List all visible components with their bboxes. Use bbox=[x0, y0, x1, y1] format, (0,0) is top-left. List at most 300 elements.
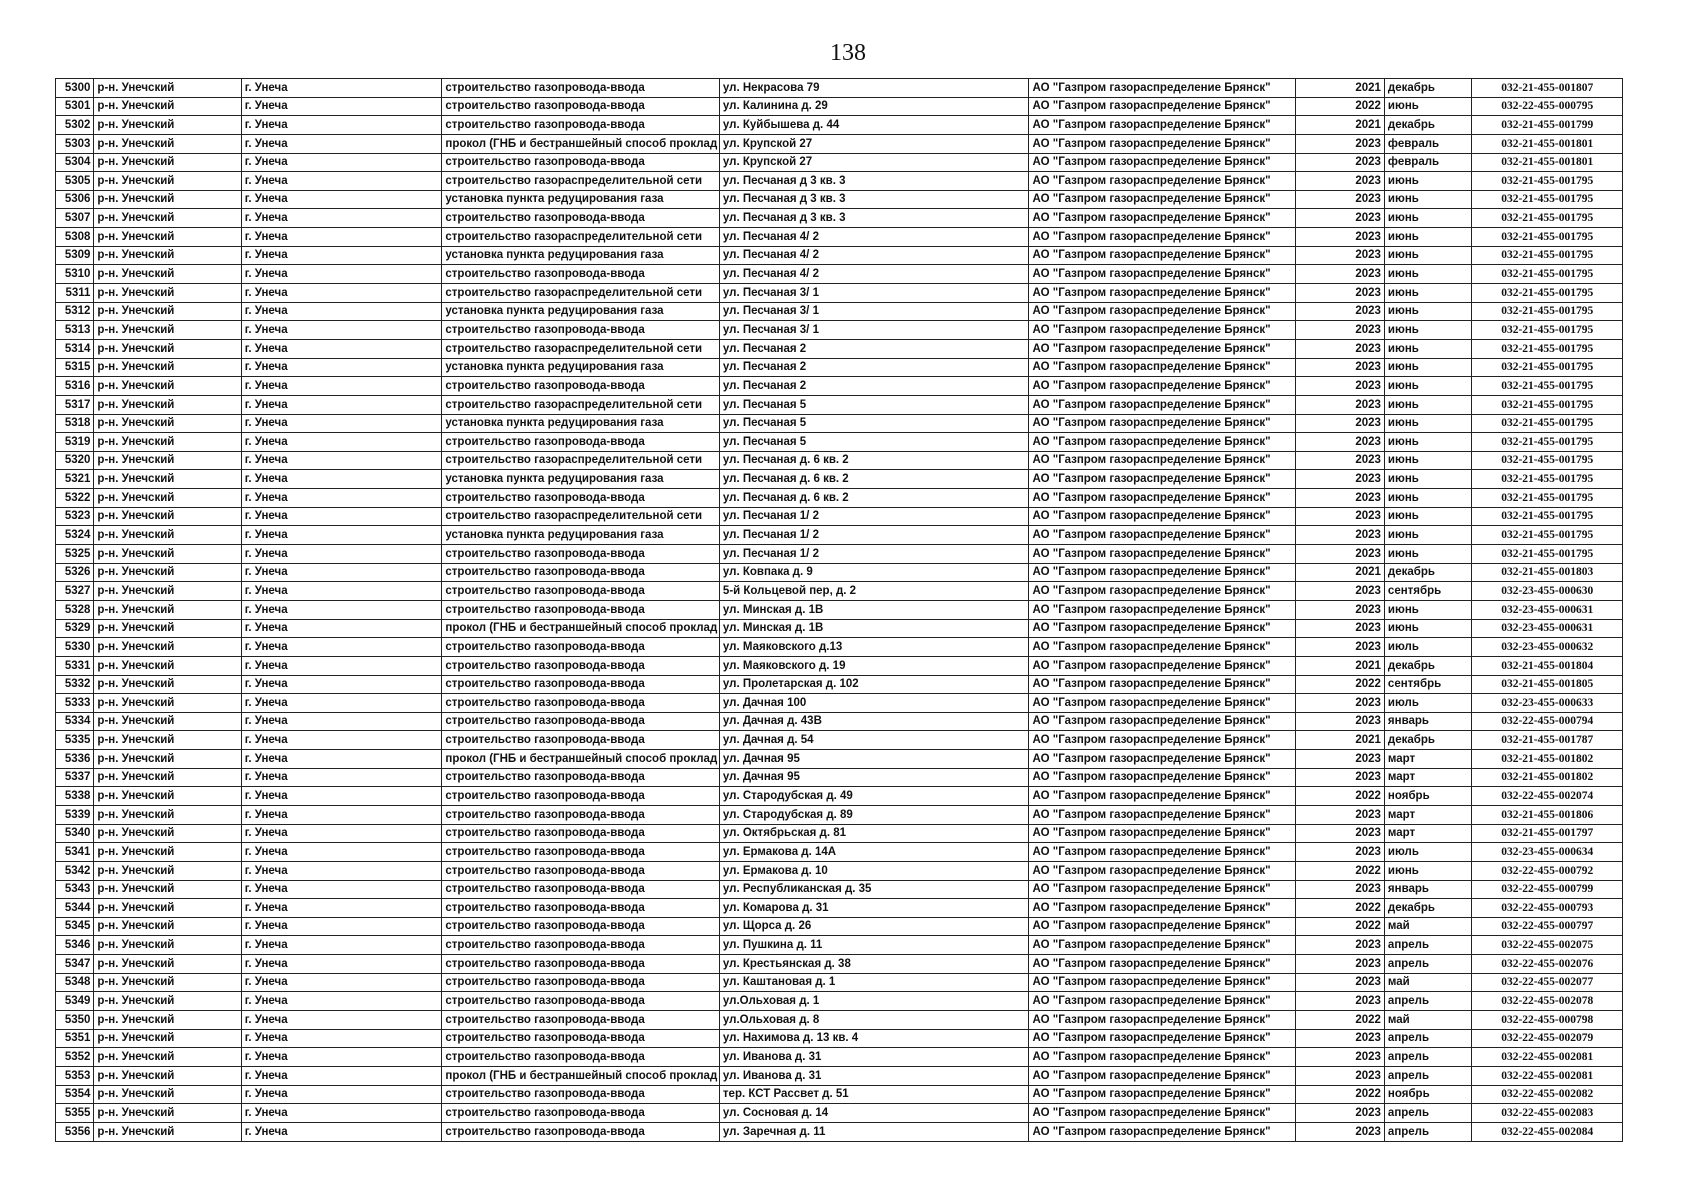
code-cell: 032-21-455-001795 bbox=[1472, 433, 1623, 452]
month-cell: декабрь bbox=[1384, 116, 1472, 135]
year-cell: 2023 bbox=[1296, 414, 1385, 433]
table-row bbox=[56, 899, 1623, 918]
table-row bbox=[56, 1104, 1623, 1123]
district-cell: р-н. Унечский bbox=[94, 339, 241, 358]
row-number: 5349 bbox=[56, 992, 94, 1011]
district-cell: р-н. Унечский bbox=[94, 992, 241, 1011]
town-cell: г. Унеча bbox=[241, 1122, 442, 1141]
code-cell: 032-21-455-001795 bbox=[1472, 470, 1623, 489]
table-row bbox=[56, 1029, 1623, 1048]
district-cell: р-н. Унечский bbox=[94, 134, 241, 153]
address-cell: 5-й Кольцевой пер, д. 2 bbox=[719, 582, 1029, 601]
row-number: 5307 bbox=[56, 209, 94, 228]
town-cell: г. Унеча bbox=[241, 843, 442, 862]
year-cell: 2021 bbox=[1296, 563, 1385, 582]
month-cell: июнь bbox=[1384, 470, 1472, 489]
year-cell: 2023 bbox=[1296, 750, 1385, 769]
row-number: 5338 bbox=[56, 787, 94, 806]
address-cell: ул. Песчаная 5 bbox=[719, 433, 1029, 452]
code-cell: 032-21-455-001801 bbox=[1472, 134, 1623, 153]
work-type-cell: строительство газопровода-ввода bbox=[442, 1011, 720, 1030]
town-cell: г. Унеча bbox=[241, 228, 442, 247]
year-cell: 2023 bbox=[1296, 973, 1385, 992]
work-type-cell: строительство газопровода-ввода bbox=[442, 563, 720, 582]
district-cell: р-н. Унечский bbox=[94, 955, 241, 974]
address-cell: ул. Песчаная 4/ 2 bbox=[719, 228, 1029, 247]
month-cell: апрель bbox=[1384, 1104, 1472, 1123]
table-row bbox=[56, 1085, 1623, 1104]
code-cell: 032-22-455-000795 bbox=[1472, 97, 1623, 116]
code-cell: 032-21-455-001795 bbox=[1472, 451, 1623, 470]
month-cell: январь bbox=[1384, 712, 1472, 731]
month-cell: июль bbox=[1384, 694, 1472, 713]
district-cell: р-н. Унечский bbox=[94, 768, 241, 787]
address-cell: ул. Песчаная д. 6 кв. 2 bbox=[719, 451, 1029, 470]
year-cell: 2023 bbox=[1296, 302, 1385, 321]
month-cell: июнь bbox=[1384, 228, 1472, 247]
organization-cell: АО "Газпром газораспределение Брянск" bbox=[1029, 731, 1296, 750]
organization-cell: АО "Газпром газораспределение Брянск" bbox=[1029, 116, 1296, 135]
organization-cell: АО "Газпром газораспределение Брянск" bbox=[1029, 1066, 1296, 1085]
month-cell: июнь bbox=[1384, 619, 1472, 638]
month-cell: февраль bbox=[1384, 134, 1472, 153]
month-cell: март bbox=[1384, 805, 1472, 824]
work-type-cell: строительство газопровода-ввода bbox=[442, 97, 720, 116]
month-cell: февраль bbox=[1384, 153, 1472, 172]
year-cell: 2022 bbox=[1296, 787, 1385, 806]
town-cell: г. Унеча bbox=[241, 1066, 442, 1085]
year-cell: 2023 bbox=[1296, 246, 1385, 265]
work-type-cell: строительство газораспределительной сети bbox=[442, 451, 720, 470]
organization-cell: АО "Газпром газораспределение Брянск" bbox=[1029, 917, 1296, 936]
district-cell: р-н. Унечский bbox=[94, 936, 241, 955]
district-cell: р-н. Унечский bbox=[94, 1085, 241, 1104]
address-cell: ул.Ольховая д. 1 bbox=[719, 992, 1029, 1011]
address-cell: ул. Куйбышева д. 44 bbox=[719, 116, 1029, 135]
organization-cell: АО "Газпром газораспределение Брянск" bbox=[1029, 451, 1296, 470]
table-row bbox=[56, 97, 1623, 116]
town-cell: г. Унеча bbox=[241, 824, 442, 843]
code-cell: 032-22-455-000793 bbox=[1472, 899, 1623, 918]
code-cell: 032-22-455-002079 bbox=[1472, 1029, 1623, 1048]
district-cell: р-н. Унечский bbox=[94, 563, 241, 582]
code-cell: 032-22-455-000794 bbox=[1472, 712, 1623, 731]
table-row bbox=[56, 694, 1623, 713]
work-type-cell: строительство газопровода-ввода bbox=[442, 973, 720, 992]
town-cell: г. Унеча bbox=[241, 451, 442, 470]
year-cell: 2023 bbox=[1296, 265, 1385, 284]
month-cell: июнь bbox=[1384, 172, 1472, 191]
organization-cell: АО "Газпром газораспределение Брянск" bbox=[1029, 1085, 1296, 1104]
town-cell: г. Унеча bbox=[241, 731, 442, 750]
district-cell: р-н. Унечский bbox=[94, 731, 241, 750]
month-cell: июнь bbox=[1384, 209, 1472, 228]
town-cell: г. Унеча bbox=[241, 302, 442, 321]
town-cell: г. Унеча bbox=[241, 880, 442, 899]
district-cell: р-н. Унечский bbox=[94, 284, 241, 303]
district-cell: р-н. Унечский bbox=[94, 395, 241, 414]
work-type-cell: строительство газопровода-ввода bbox=[442, 936, 720, 955]
year-cell: 2023 bbox=[1296, 470, 1385, 489]
work-type-cell: строительство газораспределительной сети bbox=[442, 228, 720, 247]
work-type-cell: строительство газопровода-ввода bbox=[442, 1085, 720, 1104]
table-row bbox=[56, 861, 1623, 880]
district-cell: р-н. Унечский bbox=[94, 414, 241, 433]
row-number: 5312 bbox=[56, 302, 94, 321]
row-number: 5311 bbox=[56, 284, 94, 303]
code-cell: 032-21-455-001805 bbox=[1472, 675, 1623, 694]
table-row bbox=[56, 1122, 1623, 1141]
table-row bbox=[56, 395, 1623, 414]
district-cell: р-н. Унечский bbox=[94, 1048, 241, 1067]
year-cell: 2023 bbox=[1296, 955, 1385, 974]
row-number: 5350 bbox=[56, 1011, 94, 1030]
year-cell: 2022 bbox=[1296, 97, 1385, 116]
row-number: 5356 bbox=[56, 1122, 94, 1141]
row-number: 5310 bbox=[56, 265, 94, 284]
address-cell: ул. Песчаная д. 6 кв. 2 bbox=[719, 489, 1029, 508]
table-row bbox=[56, 284, 1623, 303]
town-cell: г. Унеча bbox=[241, 1029, 442, 1048]
month-cell: июнь bbox=[1384, 861, 1472, 880]
address-cell: ул. Песчаная 1/ 2 bbox=[719, 526, 1029, 545]
table-row bbox=[56, 433, 1623, 452]
row-number: 5328 bbox=[56, 600, 94, 619]
address-cell: ул. Песчаная 2 bbox=[719, 358, 1029, 377]
code-cell: 032-23-455-000633 bbox=[1472, 694, 1623, 713]
year-cell: 2022 bbox=[1296, 1011, 1385, 1030]
address-cell: ул. Октябрьская д. 81 bbox=[719, 824, 1029, 843]
year-cell: 2022 bbox=[1296, 917, 1385, 936]
row-number: 5354 bbox=[56, 1085, 94, 1104]
town-cell: г. Унеча bbox=[241, 1011, 442, 1030]
table-row bbox=[56, 321, 1623, 340]
address-cell: ул. Калинина д. 29 bbox=[719, 97, 1029, 116]
organization-cell: АО "Газпром газораспределение Брянск" bbox=[1029, 246, 1296, 265]
work-type-cell: строительство газопровода-ввода bbox=[442, 1029, 720, 1048]
month-cell: июнь bbox=[1384, 545, 1472, 564]
district-cell: р-н. Унечский bbox=[94, 712, 241, 731]
work-type-cell: строительство газопровода-ввода bbox=[442, 805, 720, 824]
month-cell: июнь bbox=[1384, 433, 1472, 452]
year-cell: 2023 bbox=[1296, 712, 1385, 731]
code-cell: 032-21-455-001795 bbox=[1472, 339, 1623, 358]
table-row bbox=[56, 563, 1623, 582]
year-cell: 2023 bbox=[1296, 992, 1385, 1011]
year-cell: 2022 bbox=[1296, 675, 1385, 694]
row-number: 5302 bbox=[56, 116, 94, 135]
row-number: 5341 bbox=[56, 843, 94, 862]
district-cell: р-н. Унечский bbox=[94, 172, 241, 191]
month-cell: июнь bbox=[1384, 414, 1472, 433]
work-type-cell: строительство газопровода-ввода bbox=[442, 861, 720, 880]
table-row bbox=[56, 358, 1623, 377]
year-cell: 2023 bbox=[1296, 582, 1385, 601]
row-number: 5326 bbox=[56, 563, 94, 582]
table-row bbox=[56, 824, 1623, 843]
address-cell: ул. Иванова д. 31 bbox=[719, 1048, 1029, 1067]
code-cell: 032-21-455-001795 bbox=[1472, 358, 1623, 377]
month-cell: сентябрь bbox=[1384, 675, 1472, 694]
address-cell: ул. Песчаная д. 6 кв. 2 bbox=[719, 470, 1029, 489]
address-cell: ул. Ковпака д. 9 bbox=[719, 563, 1029, 582]
table-row bbox=[56, 992, 1623, 1011]
town-cell: г. Унеча bbox=[241, 209, 442, 228]
code-cell: 032-23-455-000634 bbox=[1472, 843, 1623, 862]
address-cell: ул. Стародубская д. 49 bbox=[719, 787, 1029, 806]
row-number: 5306 bbox=[56, 190, 94, 209]
district-cell: р-н. Унечский bbox=[94, 302, 241, 321]
month-cell: июнь bbox=[1384, 489, 1472, 508]
work-type-cell: прокол (ГНБ и бестраншейный способ проклад bbox=[442, 134, 720, 153]
organization-cell: АО "Газпром газораспределение Брянск" bbox=[1029, 545, 1296, 564]
row-number: 5314 bbox=[56, 339, 94, 358]
row-number: 5330 bbox=[56, 638, 94, 657]
month-cell: апрель bbox=[1384, 992, 1472, 1011]
year-cell: 2022 bbox=[1296, 861, 1385, 880]
organization-cell: АО "Газпром газораспределение Брянск" bbox=[1029, 973, 1296, 992]
address-cell: ул. Пролетарская д. 102 bbox=[719, 675, 1029, 694]
address-cell: ул. Минская д. 1В bbox=[719, 600, 1029, 619]
month-cell: июнь bbox=[1384, 302, 1472, 321]
address-cell: ул. Песчаная 4/ 2 bbox=[719, 265, 1029, 284]
table-row bbox=[56, 843, 1623, 862]
year-cell: 2023 bbox=[1296, 358, 1385, 377]
district-cell: р-н. Унечский bbox=[94, 805, 241, 824]
district-cell: р-н. Унечский bbox=[94, 433, 241, 452]
organization-cell: АО "Газпром газораспределение Брянск" bbox=[1029, 526, 1296, 545]
table-row bbox=[56, 880, 1623, 899]
code-cell: 032-22-455-002076 bbox=[1472, 955, 1623, 974]
town-cell: г. Унеча bbox=[241, 134, 442, 153]
address-cell: ул. Песчаная 2 bbox=[719, 339, 1029, 358]
district-cell: р-н. Унечский bbox=[94, 507, 241, 526]
month-cell: сентябрь bbox=[1384, 582, 1472, 601]
work-type-cell: строительство газопровода-ввода bbox=[442, 656, 720, 675]
town-cell: г. Унеча bbox=[241, 433, 442, 452]
row-number: 5336 bbox=[56, 750, 94, 769]
address-cell: ул. Сосновая д. 14 bbox=[719, 1104, 1029, 1123]
row-number: 5323 bbox=[56, 507, 94, 526]
code-cell: 032-21-455-001795 bbox=[1472, 507, 1623, 526]
work-type-cell: установка пункта редуцирования газа bbox=[442, 358, 720, 377]
district-cell: р-н. Унечский bbox=[94, 190, 241, 209]
table-row bbox=[56, 507, 1623, 526]
month-cell: апрель bbox=[1384, 1122, 1472, 1141]
town-cell: г. Унеча bbox=[241, 600, 442, 619]
table-row bbox=[56, 470, 1623, 489]
month-cell: апрель bbox=[1384, 955, 1472, 974]
address-cell: ул. Дачная 95 bbox=[719, 750, 1029, 769]
town-cell: г. Унеча bbox=[241, 917, 442, 936]
month-cell: декабрь bbox=[1384, 731, 1472, 750]
address-cell: ул. Дачная 95 bbox=[719, 768, 1029, 787]
table-row bbox=[56, 750, 1623, 769]
month-cell: май bbox=[1384, 973, 1472, 992]
work-type-cell: строительство газопровода-ввода bbox=[442, 489, 720, 508]
month-cell: июнь bbox=[1384, 284, 1472, 303]
code-cell: 032-22-455-000798 bbox=[1472, 1011, 1623, 1030]
work-type-cell: строительство газопровода-ввода bbox=[442, 600, 720, 619]
year-cell: 2023 bbox=[1296, 1048, 1385, 1067]
address-cell: ул. Некрасова 79 bbox=[719, 79, 1029, 98]
address-cell: ул. Ермакова д. 14А bbox=[719, 843, 1029, 862]
town-cell: г. Унеча bbox=[241, 1048, 442, 1067]
year-cell: 2023 bbox=[1296, 190, 1385, 209]
organization-cell: АО "Газпром газораспределение Брянск" bbox=[1029, 265, 1296, 284]
district-cell: р-н. Унечский bbox=[94, 1029, 241, 1048]
year-cell: 2023 bbox=[1296, 1122, 1385, 1141]
month-cell: апрель bbox=[1384, 1048, 1472, 1067]
work-type-cell: строительство газопровода-ввода bbox=[442, 153, 720, 172]
work-type-cell: строительство газопровода-ввода bbox=[442, 843, 720, 862]
district-cell: р-н. Унечский bbox=[94, 489, 241, 508]
row-number: 5337 bbox=[56, 768, 94, 787]
work-type-cell: строительство газопровода-ввода bbox=[442, 880, 720, 899]
organization-cell: АО "Газпром газораспределение Брянск" bbox=[1029, 209, 1296, 228]
year-cell: 2023 bbox=[1296, 153, 1385, 172]
address-cell: тер. КСТ Рассвет д. 51 bbox=[719, 1085, 1029, 1104]
year-cell: 2023 bbox=[1296, 451, 1385, 470]
town-cell: г. Унеча bbox=[241, 284, 442, 303]
address-cell: ул. Песчаная 5 bbox=[719, 414, 1029, 433]
code-cell: 032-23-455-000630 bbox=[1472, 582, 1623, 601]
organization-cell: АО "Газпром газораспределение Брянск" bbox=[1029, 190, 1296, 209]
district-cell: р-н. Унечский bbox=[94, 600, 241, 619]
work-type-cell: строительство газопровода-ввода bbox=[442, 992, 720, 1011]
month-cell: апрель bbox=[1384, 936, 1472, 955]
table-row bbox=[56, 973, 1623, 992]
work-type-cell: строительство газопровода-ввода bbox=[442, 433, 720, 452]
town-cell: г. Унеча bbox=[241, 619, 442, 638]
code-cell: 032-21-455-001787 bbox=[1472, 731, 1623, 750]
work-type-cell: строительство газопровода-ввода bbox=[442, 116, 720, 135]
address-cell: ул. Пушкина д. 11 bbox=[719, 936, 1029, 955]
district-cell: р-н. Унечский bbox=[94, 265, 241, 284]
district-cell: р-н. Унечский bbox=[94, 228, 241, 247]
table-row bbox=[56, 955, 1623, 974]
organization-cell: АО "Газпром газораспределение Брянск" bbox=[1029, 675, 1296, 694]
town-cell: г. Унеча bbox=[241, 172, 442, 191]
district-cell: р-н. Унечский bbox=[94, 973, 241, 992]
organization-cell: АО "Газпром газораспределение Брянск" bbox=[1029, 805, 1296, 824]
code-cell: 032-21-455-001806 bbox=[1472, 805, 1623, 824]
code-cell: 032-22-455-002074 bbox=[1472, 787, 1623, 806]
code-cell: 032-21-455-001795 bbox=[1472, 228, 1623, 247]
year-cell: 2023 bbox=[1296, 228, 1385, 247]
table-row bbox=[56, 600, 1623, 619]
code-cell: 032-21-455-001795 bbox=[1472, 489, 1623, 508]
address-cell: ул. Песчаная 1/ 2 bbox=[719, 545, 1029, 564]
town-cell: г. Унеча bbox=[241, 470, 442, 489]
town-cell: г. Унеча bbox=[241, 973, 442, 992]
work-type-cell: строительство газопровода-ввода bbox=[442, 582, 720, 601]
organization-cell: АО "Газпром газораспределение Брянск" bbox=[1029, 377, 1296, 396]
work-type-cell: строительство газопровода-ввода bbox=[442, 731, 720, 750]
organization-cell: АО "Газпром газораспределение Брянск" bbox=[1029, 619, 1296, 638]
table-row bbox=[56, 1011, 1623, 1030]
year-cell: 2023 bbox=[1296, 284, 1385, 303]
code-cell: 032-21-455-001799 bbox=[1472, 116, 1623, 135]
district-cell: р-н. Унечский bbox=[94, 451, 241, 470]
town-cell: г. Унеча bbox=[241, 936, 442, 955]
table-row bbox=[56, 805, 1623, 824]
month-cell: июль bbox=[1384, 638, 1472, 657]
district-cell: р-н. Унечский bbox=[94, 153, 241, 172]
town-cell: г. Унеча bbox=[241, 955, 442, 974]
row-number: 5317 bbox=[56, 395, 94, 414]
district-cell: р-н. Унечский bbox=[94, 246, 241, 265]
code-cell: 032-21-455-001807 bbox=[1472, 79, 1623, 98]
district-cell: р-н. Унечский bbox=[94, 861, 241, 880]
row-number: 5353 bbox=[56, 1066, 94, 1085]
town-cell: г. Унеча bbox=[241, 339, 442, 358]
year-cell: 2023 bbox=[1296, 395, 1385, 414]
address-cell: ул. Дачная 100 bbox=[719, 694, 1029, 713]
organization-cell: АО "Газпром газораспределение Брянск" bbox=[1029, 861, 1296, 880]
month-cell: май bbox=[1384, 1011, 1472, 1030]
work-type-cell: строительство газопровода-ввода bbox=[442, 694, 720, 713]
code-cell: 032-21-455-001801 bbox=[1472, 153, 1623, 172]
organization-cell: АО "Газпром газораспределение Брянск" bbox=[1029, 1011, 1296, 1030]
organization-cell: АО "Газпром газораспределение Брянск" bbox=[1029, 712, 1296, 731]
month-cell: ноябрь bbox=[1384, 787, 1472, 806]
table-row bbox=[56, 917, 1623, 936]
work-type-cell: установка пункта редуцирования газа bbox=[442, 246, 720, 265]
organization-cell: АО "Газпром газораспределение Брянск" bbox=[1029, 321, 1296, 340]
code-cell: 032-22-455-002077 bbox=[1472, 973, 1623, 992]
row-number: 5332 bbox=[56, 675, 94, 694]
district-cell: р-н. Унечский bbox=[94, 787, 241, 806]
town-cell: г. Унеча bbox=[241, 507, 442, 526]
district-cell: р-н. Унечский bbox=[94, 470, 241, 489]
organization-cell: АО "Газпром газораспределение Брянск" bbox=[1029, 563, 1296, 582]
year-cell: 2023 bbox=[1296, 1104, 1385, 1123]
month-cell: июнь bbox=[1384, 600, 1472, 619]
month-cell: декабрь bbox=[1384, 899, 1472, 918]
organization-cell: АО "Газпром газораспределение Брянск" bbox=[1029, 955, 1296, 974]
district-cell: р-н. Унечский bbox=[94, 824, 241, 843]
district-cell: р-н. Унечский bbox=[94, 619, 241, 638]
table-row bbox=[56, 451, 1623, 470]
year-cell: 2023 bbox=[1296, 600, 1385, 619]
row-number: 5327 bbox=[56, 582, 94, 601]
town-cell: г. Унеча bbox=[241, 246, 442, 265]
code-cell: 032-23-455-000631 bbox=[1472, 619, 1623, 638]
row-number: 5303 bbox=[56, 134, 94, 153]
code-cell: 032-21-455-001795 bbox=[1472, 265, 1623, 284]
district-cell: р-н. Унечский bbox=[94, 209, 241, 228]
month-cell: декабрь bbox=[1384, 563, 1472, 582]
code-cell: 032-21-455-001795 bbox=[1472, 172, 1623, 191]
organization-cell: АО "Газпром газораспределение Брянск" bbox=[1029, 843, 1296, 862]
work-type-cell: строительство газораспределительной сети bbox=[442, 395, 720, 414]
year-cell: 2023 bbox=[1296, 526, 1385, 545]
address-cell: ул.Ольховая д. 8 bbox=[719, 1011, 1029, 1030]
code-cell: 032-23-455-000631 bbox=[1472, 600, 1623, 619]
table-row bbox=[56, 246, 1623, 265]
month-cell: июнь bbox=[1384, 395, 1472, 414]
address-cell: ул. Щорса д. 26 bbox=[719, 917, 1029, 936]
year-cell: 2023 bbox=[1296, 936, 1385, 955]
work-type-cell: прокол (ГНБ и бестраншейный способ проклад bbox=[442, 750, 720, 769]
town-cell: г. Унеча bbox=[241, 750, 442, 769]
table-row bbox=[56, 1066, 1623, 1085]
town-cell: г. Унеча bbox=[241, 395, 442, 414]
organization-cell: АО "Газпром газораспределение Брянск" bbox=[1029, 339, 1296, 358]
code-cell: 032-22-455-000792 bbox=[1472, 861, 1623, 880]
address-cell: ул. Крестьянская д. 38 bbox=[719, 955, 1029, 974]
